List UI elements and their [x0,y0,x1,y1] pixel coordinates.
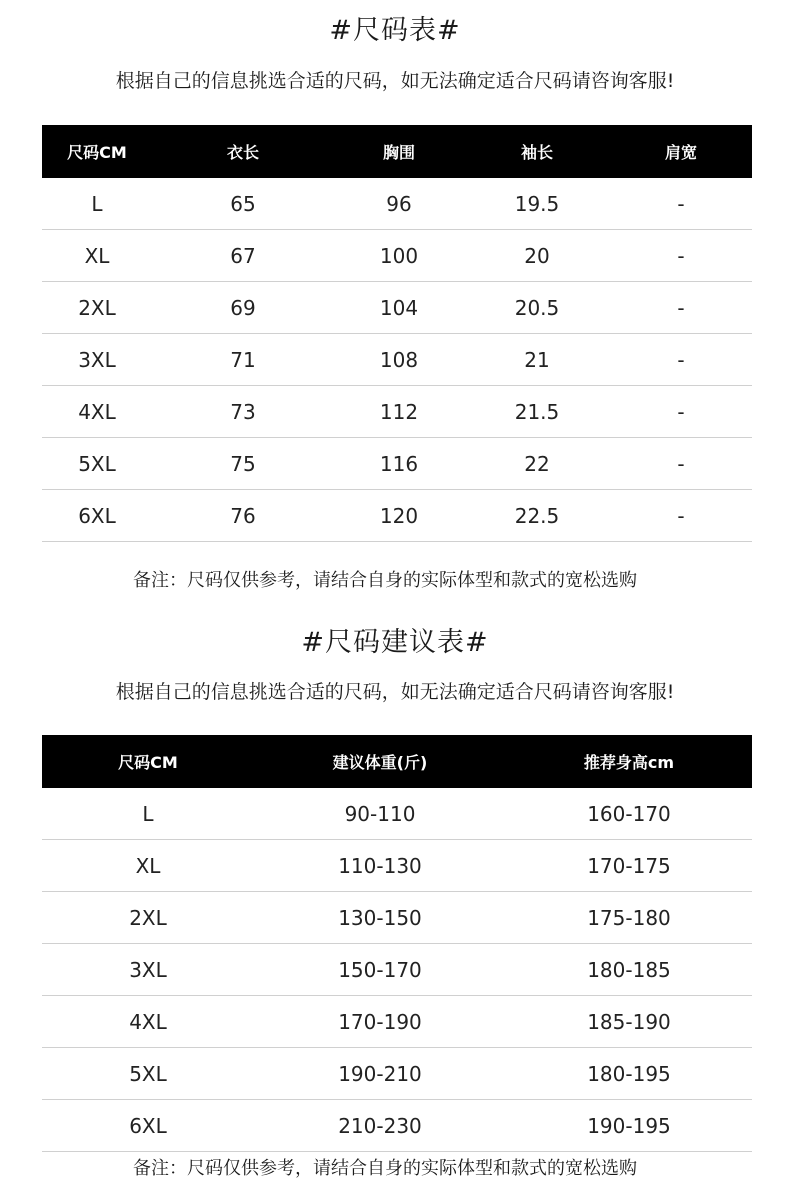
header-sleeve: 袖长 [520,143,553,162]
header-chest: 胸围 [382,143,415,162]
header-weight: 建议体重(斤) [332,753,428,772]
header-size: 尺码CM [118,753,178,772]
cell-sleeve: 20.5 [464,282,610,334]
cell-size: L [42,788,254,840]
cell-size: 2XL [42,282,152,334]
cell-height: 185-190 [506,996,752,1048]
cell-chest: 120 [334,490,464,542]
cell-chest: 100 [334,230,464,282]
cell-weight: 190-210 [254,1048,506,1100]
cell-length: 67 [152,230,334,282]
size-chart-table [42,125,752,542]
cell-sleeve: 21 [464,334,610,386]
table-row [42,438,752,490]
recommend-chart-title: #尺码建议表# [301,627,489,658]
cell-sleeve: 21.5 [464,386,610,438]
table-row [42,282,752,334]
size-chart-header-row [42,125,752,178]
header-height: 推荐身高cm [583,753,675,772]
cell-height: 180-195 [506,1048,752,1100]
cell-size: 3XL [42,334,152,386]
table-row [42,1100,752,1152]
cell-weight: 170-190 [254,996,506,1048]
cell-size: XL [42,840,254,892]
cell-chest: 104 [334,282,464,334]
cell-size: 4XL [42,996,254,1048]
cell-sleeve: 22 [464,438,610,490]
cell-height: 160-170 [506,788,752,840]
cell-chest: 96 [334,178,464,230]
table-row [42,944,752,996]
cell-length: 76 [152,490,334,542]
cell-length: 71 [152,334,334,386]
cell-sleeve: 22.5 [464,490,610,542]
table-row [42,996,752,1048]
cell-shoulder: - [610,490,752,542]
cell-size: 5XL [42,1048,254,1100]
cell-length: 75 [152,438,334,490]
cell-chest: 112 [334,386,464,438]
header-shoulder: 肩宽 [664,143,697,162]
recommend-chart-note: 备注：尺码仅供参考，请结合自身的实际体型和款式的宽松选购 [133,1158,637,1179]
cell-height: 190-195 [506,1100,752,1152]
cell-chest: 116 [334,438,464,490]
cell-size: 4XL [42,386,152,438]
cell-length: 69 [152,282,334,334]
cell-size: 6XL [42,1100,254,1152]
cell-length: 65 [152,178,334,230]
cell-height: 175-180 [506,892,752,944]
cell-weight: 110-130 [254,840,506,892]
cell-size: XL [42,230,152,282]
cell-shoulder: - [610,438,752,490]
cell-weight: 130-150 [254,892,506,944]
table-row [42,178,752,230]
cell-weight: 150-170 [254,944,506,996]
cell-size: 3XL [42,944,254,996]
table-row [42,334,752,386]
cell-size: 5XL [42,438,152,490]
table-row [42,788,752,840]
cell-weight: 210-230 [254,1100,506,1152]
cell-shoulder: - [610,230,752,282]
header-length: 衣长 [226,143,259,162]
cell-shoulder: - [610,282,752,334]
size-chart-note: 备注：尺码仅供参考，请结合自身的实际体型和款式的宽松选购 [133,570,637,591]
cell-weight: 90-110 [254,788,506,840]
table-row [42,840,752,892]
cell-shoulder: - [610,386,752,438]
size-chart-title: #尺码表# [329,15,461,46]
recommend-chart-header-row [42,735,752,788]
cell-height: 170-175 [506,840,752,892]
recommend-chart-subtitle: 根据自己的信息挑选合适的尺码，如无法确定适合尺码请咨询客服! [115,681,675,703]
cell-chest: 108 [334,334,464,386]
cell-size: L [42,178,152,230]
cell-size: 2XL [42,892,254,944]
table-row [42,386,752,438]
table-row [42,1048,752,1100]
cell-sleeve: 20 [464,230,610,282]
cell-shoulder: - [610,334,752,386]
header-size: 尺码CM [67,143,127,162]
table-row [42,490,752,542]
table-row [42,230,752,282]
cell-height: 180-185 [506,944,752,996]
cell-shoulder: - [610,178,752,230]
size-chart-subtitle: 根据自己的信息挑选合适的尺码，如无法确定适合尺码请咨询客服! [115,70,675,92]
cell-size: 6XL [42,490,152,542]
recommend-chart-table [42,735,752,1152]
cell-sleeve: 19.5 [464,178,610,230]
cell-length: 73 [152,386,334,438]
table-row [42,892,752,944]
